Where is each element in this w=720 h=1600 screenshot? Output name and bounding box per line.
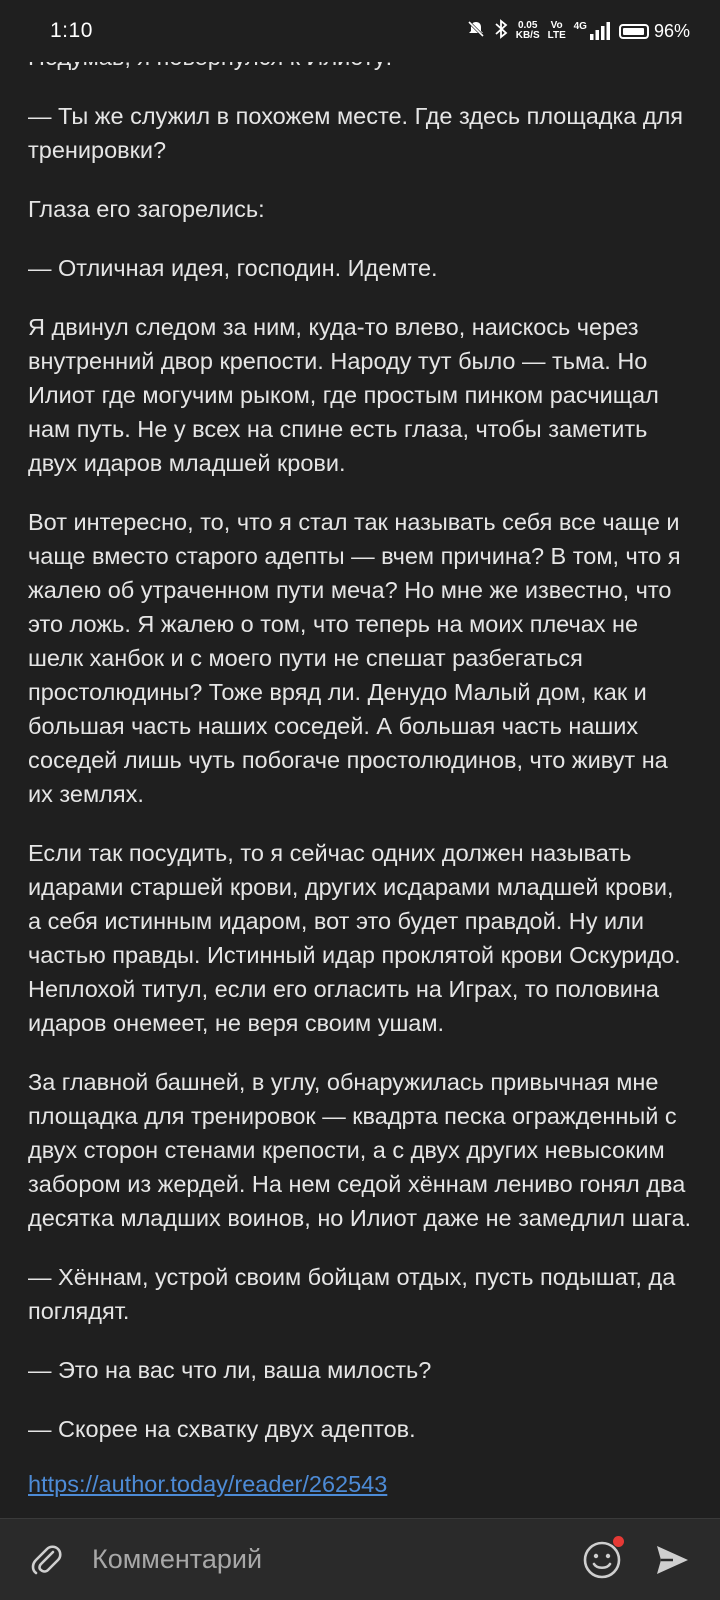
- send-button[interactable]: [644, 1532, 700, 1588]
- battery-percent: 96%: [653, 20, 690, 41]
- signal-type: 4G: [573, 21, 587, 32]
- paragraph: — Скорее на схватку двух адептов.: [28, 1416, 416, 1442]
- battery-icon: [619, 21, 690, 42]
- article-content[interactable]: [0, 40, 720, 1518]
- paragraph: — Хённам, устрой своим бойцам отдых, пусть подышат, да поглядят.: [28, 1264, 676, 1324]
- bluetooth-icon: [494, 19, 508, 44]
- paragraph: За главной башней, в углу, обнаружилась привычная мне площадка для тренировок — квадрта песка огражденный с двух сторон стенами крепости, а с двух других невысоким забором из жердей. На нем седой хённам лениво гонял два десятка младших воинов, но Илиот даже не замедлил шага.: [28, 1069, 692, 1231]
- paragraph: — Отличная идея, господин. Идемте.: [28, 255, 438, 281]
- send-icon: [653, 1541, 691, 1579]
- paperclip-icon: [29, 1542, 65, 1578]
- volte-indicator: Vo LTE: [547, 20, 566, 41]
- network-speed-unit: KB/S: [515, 30, 540, 41]
- mute-icon: [466, 19, 486, 44]
- status-bar: [0, 0, 720, 62]
- comment-input[interactable]: Комментарий: [92, 1544, 263, 1574]
- paragraph: Я двинул следом за ним, куда-то влево, наискось через внутренний двор крепости. Народу тут было — тьма. Но Илиот где могучим рыком, где простым пинком расчищал нам путь. Не у всех на спине есть глаза, чтобы заметить двух идаров младшей крови.: [28, 314, 659, 476]
- paragraph: — Ты же служил в похожем месте. Где здесь площадка для тренировки?: [28, 103, 684, 163]
- network-speed-value: 0.05: [517, 20, 538, 31]
- paragraph: Вот интересно, то, что я стал так называть себя все чаще и чаще вместо старого адепты — вчем причина? В том, что я жалею об утраченном пути меча? Но мне же известно, что это ложь. Я жалею о том, что теперь на моих плечах не шелк ханбок и с моего пути не спешат разбегаться простолюдины? Тоже вряд ли. Денудо Малый дом, как и большая часть наших соседей. А большая часть наших соседей лишь чуть побогаче простолюдинов, что живут на их землях.: [28, 509, 681, 807]
- status-time: 1:10: [50, 19, 93, 42]
- emoji-button[interactable]: [574, 1532, 630, 1588]
- paragraph: — Это на вас что ли, ваша милость?: [28, 1357, 432, 1383]
- paragraph: Глаза его загорелись:: [28, 196, 265, 222]
- signal-icon: [574, 22, 611, 40]
- comment-bar: [0, 1518, 720, 1600]
- source-link[interactable]: https://author.today/reader/262543: [28, 1471, 388, 1497]
- network-speed: [516, 21, 540, 41]
- notification-dot: [613, 1536, 624, 1547]
- status-icons: [466, 19, 690, 44]
- battery-level: [619, 24, 649, 39]
- paragraph: Если так посудить, то я сейчас одних должен называть идарами старшей крови, других исдарами младшей крови, а себя истинным идаром, вот это будет правдой. Ну или частью правды. Истинный идар проклятой крови Оскуридо. Неплохой титул, если его огласить на Играх, то половина идаров онемеет, не веря своим ушам.: [28, 840, 681, 1036]
- attach-button[interactable]: [22, 1535, 72, 1585]
